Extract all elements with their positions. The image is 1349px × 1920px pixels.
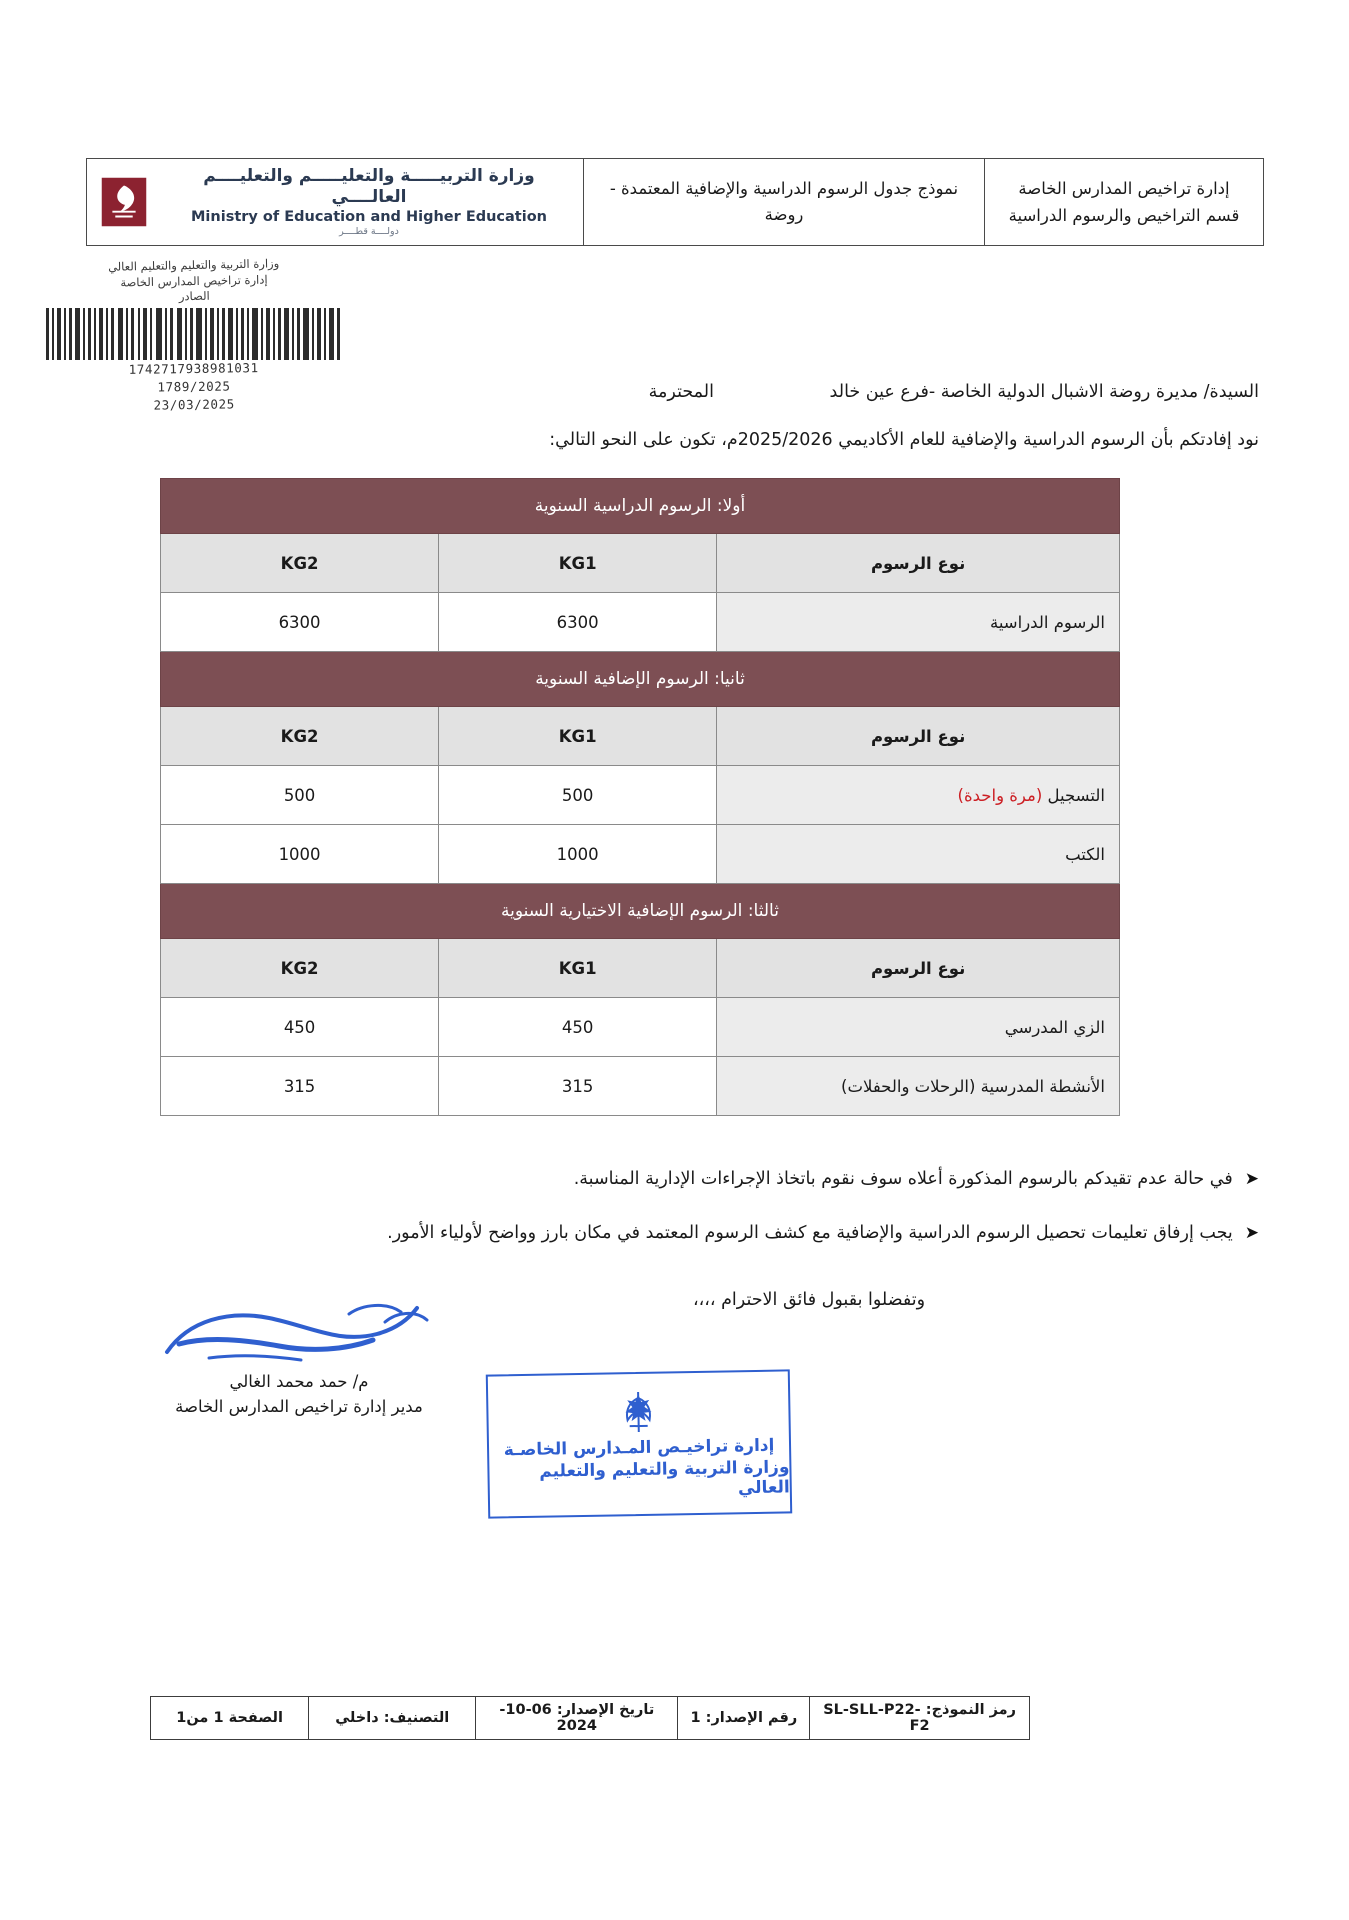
addressee-name: السيدة/ مديرة روضة الاشبال الدولية الخاصة -فرع عين خالد (829, 382, 1259, 402)
fee-value-registration-kg1: 500 (439, 766, 717, 825)
addressee-line (539, 378, 1259, 406)
header-logo-cell (87, 159, 584, 246)
footer-issue-date (476, 1697, 678, 1740)
chevron-bullet-icon: ➤ (1244, 1223, 1259, 1244)
footer-form-code-value: SL-SLL-P22-F2 (823, 1702, 930, 1734)
form-title: نموذج جدول الرسوم الدراسية والإضافية المعتمدة - روضة (609, 178, 959, 224)
header-form-title-cell (584, 159, 985, 246)
footer-form-code (810, 1697, 1030, 1740)
registry-stamp-line-1: وزارة التربية والتعليم والتعليم العالي (107, 256, 280, 274)
fees-column-header-row (161, 939, 1120, 998)
signature-block (89, 1300, 509, 1416)
fees-table (160, 478, 1120, 1116)
document-header-table (86, 158, 1264, 246)
footer-issue-number-value: 1 (690, 1710, 701, 1726)
list-item (169, 1219, 1259, 1247)
fee-value-uniform-kg1: 450 (439, 998, 717, 1057)
footer-issue-date-label: تاريخ الإصدار: (556, 1702, 655, 1718)
fee-label-registration (717, 766, 1120, 825)
barcode-icon (44, 308, 344, 360)
registry-stamp-text (44, 255, 345, 308)
header-department-cell (985, 159, 1264, 246)
column-header-fee-type: نوع الرسوم (717, 939, 1120, 998)
official-stamp (486, 1369, 792, 1518)
table-row (161, 825, 1120, 884)
footer-issue-date-value: 06-10-2024 (499, 1702, 597, 1734)
reference-number: 1789/2025 (157, 378, 231, 395)
fee-label-registration-text: التسجيل (1042, 785, 1105, 805)
department-line-1: إدارة تراخيص المدارس الخاصة (1018, 178, 1230, 198)
fee-label-uniform: الزي المدرسي (717, 998, 1120, 1057)
registry-date: 23/03/2025 (153, 396, 235, 413)
official-stamp-line-2: وزارة التربية والتعليم والتعليم العالي (539, 1457, 790, 1499)
table-row (161, 998, 1120, 1057)
addressee-respect: المحترمة (648, 382, 714, 402)
notes-list (169, 1165, 1259, 1273)
fee-value-registration-kg2: 500 (161, 766, 439, 825)
handwritten-signature-icon (149, 1300, 449, 1370)
fee-value-activities-kg1: 315 (439, 1057, 717, 1116)
ministry-name-arabic: وزارة التربيـــــة والتعليـــــم والتعليــــم العالــــي (203, 165, 535, 207)
fee-value-uniform-kg2: 450 (161, 998, 439, 1057)
footer-classification-label: التصنيف: (383, 1710, 450, 1726)
barcode-number: 1742717938981031 (128, 359, 259, 377)
fee-label-tuition: الرسوم الدراسية (717, 593, 1120, 652)
column-header-fee-type: نوع الرسوم (717, 707, 1120, 766)
note-text-1: في حالة عدم تقيدكم بالرسوم المذكورة أعلاه سوف نقوم باتخاذ الإجراءات الإدارية المناسبة. (573, 1169, 1233, 1189)
section-title-optional-fees: ثالثا: الرسوم الإضافية الاختيارية السنوية (161, 884, 1120, 939)
table-row (161, 766, 1120, 825)
list-item (169, 1165, 1259, 1193)
fee-label-activities: الأنشطة المدرسية (الرحلات والحفلات) (717, 1057, 1120, 1116)
table-row (161, 593, 1120, 652)
footer-classification (309, 1697, 476, 1740)
ministry-state-label: دولــــة قطــــر (339, 226, 399, 238)
chevron-bullet-icon: ➤ (1244, 1169, 1259, 1189)
registry-stamp-numbers (44, 357, 345, 416)
footer-row (151, 1697, 1030, 1740)
fees-section-header-row (161, 479, 1120, 534)
signature-name: حمد محمد الغالي (229, 1372, 348, 1391)
table-row (161, 1057, 1120, 1116)
closing-line: وتفضلوا بقبول فائق الاحترام ،،،، (692, 1290, 926, 1310)
official-stamp-line-1: إدارة تراخيـص المـدارس الخاصـة (503, 1435, 775, 1461)
signature-role: مدير إدارة تراخيص المدارس الخاصة (175, 1397, 423, 1416)
column-header-kg2: KG2 (161, 534, 439, 593)
footer-form-code-label: رمز النموذج: (925, 1702, 1016, 1718)
fee-value-tuition-kg1: 6300 (439, 593, 717, 652)
fee-value-books-kg2: 1000 (161, 825, 439, 884)
qatar-state-emblem-icon (97, 172, 151, 232)
fees-column-header-row (161, 707, 1120, 766)
footer-issue-number-label: رقم الإصدار: (705, 1710, 798, 1726)
fee-label-registration-note: (مرة واحدة) (957, 785, 1043, 805)
fees-column-header-row (161, 534, 1120, 593)
fee-label-books: الكتب (717, 825, 1120, 884)
signature-prefix: م/ (352, 1372, 369, 1391)
footer-issue-number (678, 1697, 810, 1740)
intro-paragraph: نود إفادتكم بأن الرسوم الدراسية والإضافية للعام الأكاديمي 2025/2026م، تكون على النحو التالي: (549, 430, 1259, 450)
fee-value-activities-kg2: 315 (161, 1057, 439, 1116)
section-title-additional-fees: ثانيا: الرسوم الإضافية السنوية (161, 652, 1120, 707)
document-footer-table (150, 1696, 1030, 1740)
registry-stamp-line-2: إدارة تراخيص المدارس الخاصة (120, 271, 268, 290)
column-header-kg2: KG2 (161, 707, 439, 766)
footer-classification-value: داخلي (335, 1710, 379, 1726)
footer-page-number: الصفحة 1 من1 (151, 1697, 309, 1740)
signature-name-line (89, 1372, 509, 1391)
fees-section-header-row (161, 884, 1120, 939)
column-header-kg1: KG1 (439, 707, 717, 766)
column-header-kg1: KG1 (439, 534, 717, 593)
column-header-fee-type: نوع الرسوم (717, 534, 1120, 593)
ministry-name-english: Ministry of Education and Higher Education (191, 209, 547, 226)
fee-value-books-kg1: 1000 (439, 825, 717, 884)
header-row (87, 159, 1264, 246)
registry-stamp (44, 258, 344, 414)
registry-stamp-line-3: الصادر (178, 288, 210, 304)
department-line-2: قسم التراخيص والرسوم الدراسية (1008, 206, 1240, 225)
fee-value-tuition-kg2: 6300 (161, 593, 439, 652)
column-header-kg1: KG1 (439, 939, 717, 998)
section-title-annual-tuition: أولا: الرسوم الدراسية السنوية (161, 479, 1120, 534)
qatar-emblem-icon (615, 1388, 662, 1437)
fees-section-header-row (161, 652, 1120, 707)
note-text-2: يجب إرفاق تعليمات تحصيل الرسوم الدراسية والإضافية مع كشف الرسوم المعتمد في مكان بارز وواضح لأولياء الأمور. (387, 1223, 1233, 1244)
column-header-kg2: KG2 (161, 939, 439, 998)
